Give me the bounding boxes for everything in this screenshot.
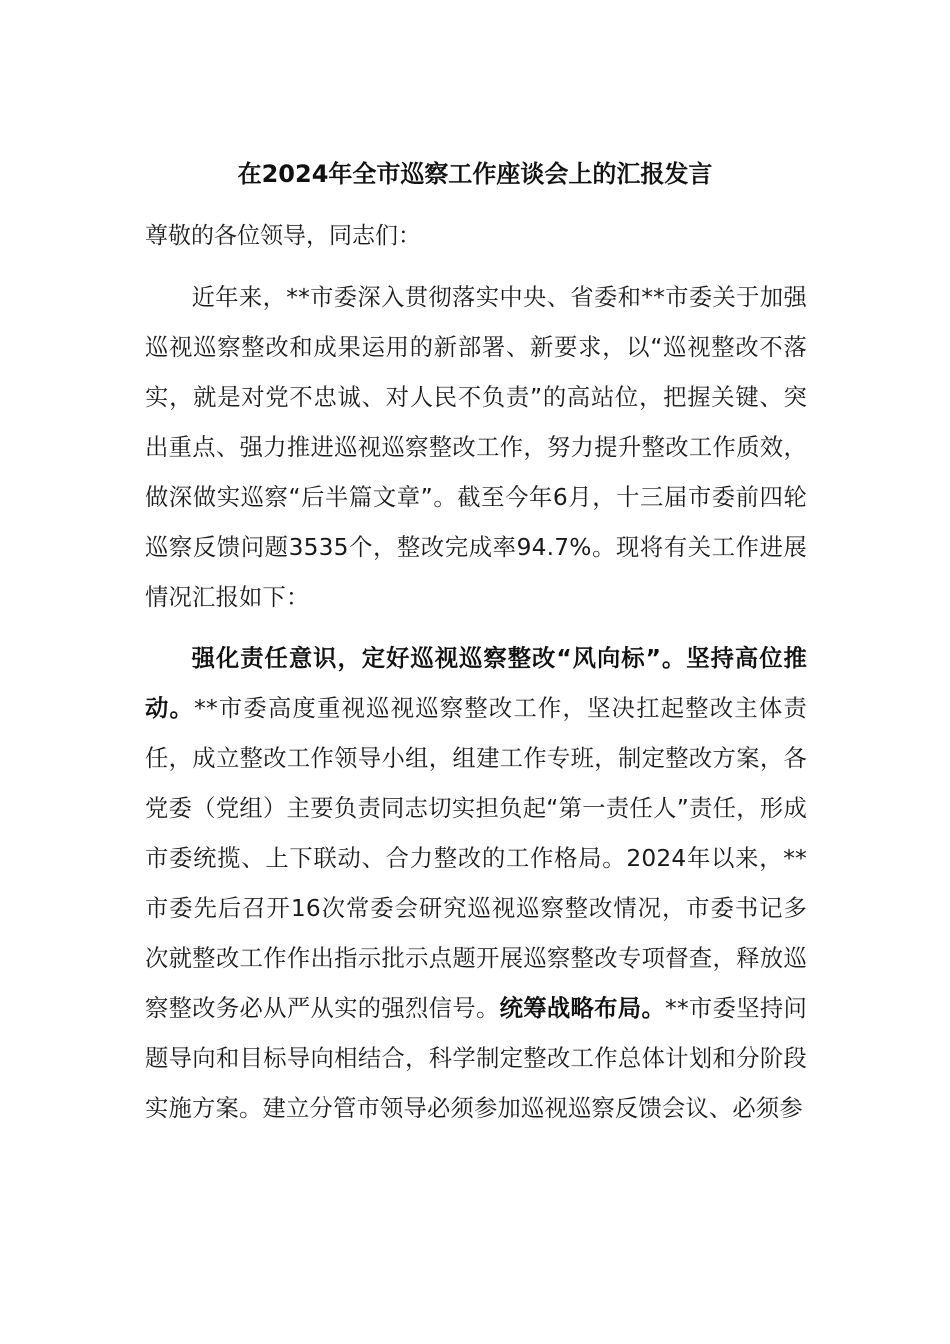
subsection-heading-strategy: 统筹战略布局。 — [499, 995, 666, 1022]
subsection-text-strategy: **市委坚持问题导向和目标导向相结合，科学制定整改工作总体计划和分阶段实施方案。建立分管市领导必须参加巡视巡察反馈会议、必须参 — [145, 995, 807, 1122]
subsection-text-high-level: **市委高度重视巡视巡察整改工作，坚决扛起整改主体责任，成立整改工作领导小组，组建工作专班，制定整改方案，各党委（党组）主要负责同志切实担负起“第一责任人”责任，形成市委统揽、上下联动、合力整改的工作格局。2024年以来，**市委先后召开16次常委会研究巡视巡察整改情况，市委书记多次就整改工作作出指示批示点题开展巡察整改专项督查，释放巡察整改务必从严从实的强烈信号。 — [145, 695, 807, 1022]
section-heading: 强化责任意识，定好巡视巡察整改“风向标”。 — [191, 645, 687, 672]
paragraph-responsibility — [145, 634, 807, 1134]
paragraph-intro: 近年来，**市委深入贯彻落实中央、省委和**市委关于加强巡视巡察整改和成果运用的新部署、新要求，以“巡视整改不落实，就是对党不忠诚、对人民不负责”的高站位，把握关键、突出重点、强力推进巡视巡察整改工作，努力提升整改工作质效，做深做实巡察“后半篇文章”。截至今年6月，十三届市委前四轮巡察反馈问题3535个，整改完成率94.7%。现将有关工作进展情况汇报如下： — [145, 284, 807, 611]
subsection-heading-high-level: 坚持高位推动。 — [145, 645, 808, 722]
salutation: 尊敬的各位领导，同志们： — [145, 223, 421, 249]
document-title: 在2024年全市巡察工作座谈会上的汇报发言 — [237, 160, 713, 188]
